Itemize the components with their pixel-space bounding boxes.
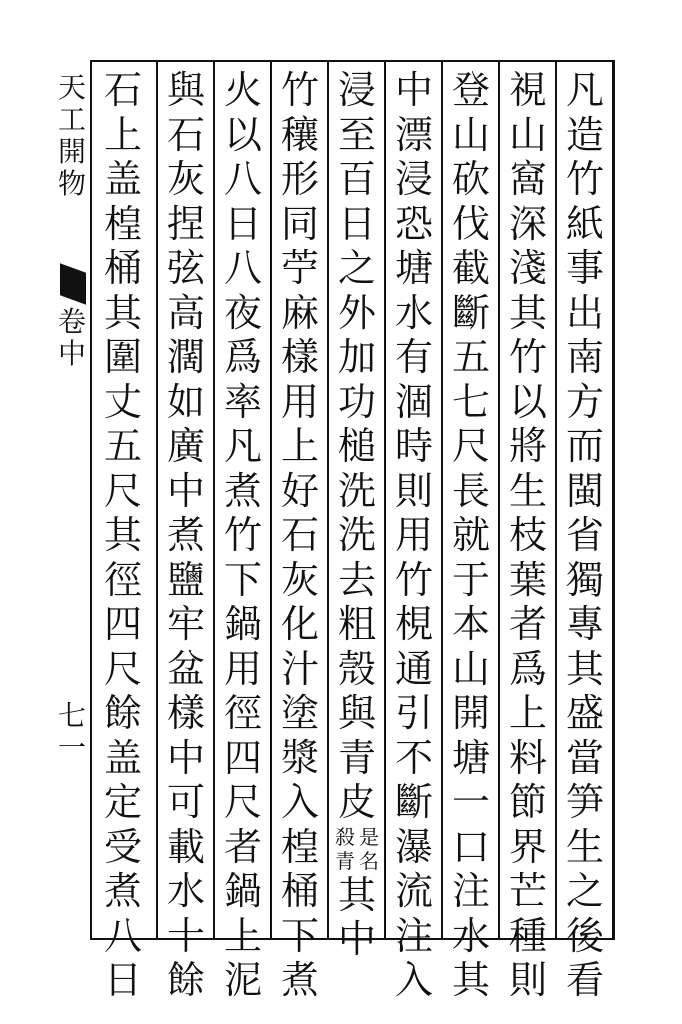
character: 用 (394, 513, 433, 557)
character: 者 (223, 824, 262, 869)
character: 瀑 (394, 824, 433, 869)
character: 化 (280, 602, 319, 646)
character: 獨 (565, 557, 604, 602)
character: 視 (508, 68, 547, 112)
character: 濶 (166, 335, 205, 379)
character: 石 (166, 112, 205, 157)
character: 煮 (280, 958, 319, 1002)
character: 煮 (166, 513, 205, 557)
character: 與 (337, 691, 376, 735)
character: 山 (451, 112, 490, 157)
character: 高 (166, 290, 205, 335)
text-column (500, 68, 556, 1002)
character: 中 (166, 735, 205, 780)
character: 山 (451, 646, 490, 691)
character: 麻 (280, 290, 319, 335)
character: 四 (103, 602, 142, 646)
character: 盆 (166, 646, 205, 691)
character: 五 (103, 424, 142, 468)
character: 種 (508, 913, 547, 958)
character: 穰 (280, 112, 319, 157)
character: 以 (508, 379, 547, 424)
character: 凡 (565, 68, 604, 112)
character: 樣 (280, 335, 319, 379)
character: 泥 (223, 958, 262, 1002)
character: 用 (280, 379, 319, 424)
character: 生 (565, 824, 604, 869)
character: 淺 (508, 246, 547, 290)
character: 節 (508, 780, 547, 824)
character: 上 (280, 424, 319, 468)
character: 餘 (166, 958, 205, 1002)
character: 鍋 (223, 602, 262, 646)
margin-char: 卷 (57, 305, 86, 338)
character: 則 (508, 958, 547, 1002)
character: 桶 (280, 869, 319, 913)
character: 不 (394, 735, 433, 780)
character: 四 (223, 735, 262, 780)
character: 殼 (337, 646, 376, 691)
character: 載 (166, 824, 205, 869)
margin-char: 天 (57, 71, 86, 104)
character: 粗 (337, 602, 376, 646)
character: 盛 (565, 691, 604, 735)
margin-char: 物 (57, 167, 86, 200)
character: 可 (166, 780, 205, 824)
character: 將 (508, 424, 547, 468)
character: 火 (223, 68, 262, 112)
character: 浸 (394, 157, 433, 201)
character: 尺 (223, 780, 262, 824)
character: 竹 (565, 157, 604, 201)
character: 與 (166, 68, 205, 112)
character: 形 (280, 157, 319, 201)
page-number (52, 700, 92, 764)
character: 青 (337, 735, 376, 780)
character: 則 (394, 468, 433, 513)
character: 其 (103, 513, 142, 557)
character: 塗 (280, 691, 319, 735)
note-character: 殺 (335, 824, 355, 849)
character: 引 (394, 691, 433, 735)
character: 閩 (565, 468, 604, 513)
character: 徑 (103, 557, 142, 602)
character: 洗 (337, 513, 376, 557)
character: 生 (508, 468, 547, 513)
character: 八 (103, 913, 142, 958)
character: 下 (280, 913, 319, 958)
character: 之 (337, 246, 376, 290)
character: 斷 (451, 290, 490, 335)
character: 盖 (103, 157, 142, 201)
character: 爲 (508, 646, 547, 691)
margin-char: 開 (57, 135, 86, 168)
note-character: 名 (359, 848, 379, 873)
note-character: 青 (335, 848, 355, 873)
character: 其 (337, 872, 376, 917)
character: 梘 (394, 602, 433, 646)
character: 定 (103, 780, 142, 824)
character: 苧 (280, 246, 319, 290)
character: 登 (451, 68, 490, 112)
character: 丈 (103, 379, 142, 424)
character: 塘 (394, 246, 433, 290)
character: 浸 (337, 68, 376, 112)
character: 竹 (223, 513, 262, 557)
character: 竹 (394, 557, 433, 602)
character: 盖 (103, 735, 142, 780)
character: 用 (223, 646, 262, 691)
character: 紙 (565, 201, 604, 246)
character: 入 (394, 958, 433, 1002)
character: 徑 (223, 691, 262, 735)
character: 以 (223, 112, 262, 157)
character: 水 (394, 290, 433, 335)
character: 鹽 (166, 557, 205, 602)
character: 洗 (337, 468, 376, 513)
character: 槌 (337, 424, 376, 468)
character: 五 (451, 335, 490, 379)
character: 其 (451, 958, 490, 1002)
character: 上 (103, 112, 142, 157)
character: 功 (337, 379, 376, 424)
character: 桶 (103, 246, 142, 290)
character: 看 (565, 958, 604, 1002)
note-column (357, 825, 381, 873)
character: 本 (451, 602, 490, 646)
text-column (95, 68, 151, 1002)
character: 受 (103, 824, 142, 869)
character: 煮 (103, 869, 142, 913)
margin-char: 工 (57, 103, 86, 136)
character: 七 (451, 379, 490, 424)
character: 率 (223, 379, 262, 424)
margin-char: 中 (57, 337, 86, 370)
character: 好 (280, 468, 319, 513)
character: 砍 (451, 157, 490, 201)
character: 開 (451, 691, 490, 735)
character: 有 (394, 335, 433, 379)
character: 凡 (223, 424, 262, 468)
character: 中 (337, 917, 376, 961)
character: 去 (337, 557, 376, 602)
character: 時 (394, 424, 433, 468)
character: 恐 (394, 201, 433, 246)
character: 水 (166, 869, 205, 913)
character: 尺 (103, 468, 142, 513)
character: 楻 (103, 201, 142, 246)
character: 出 (565, 290, 604, 335)
character: 界 (508, 824, 547, 869)
character: 其 (565, 646, 604, 691)
character: 伐 (451, 201, 490, 246)
character: 夜 (223, 290, 262, 335)
character: 後 (565, 913, 604, 958)
character: 葉 (508, 557, 547, 602)
character: 外 (337, 290, 376, 335)
character: 灰 (280, 557, 319, 602)
character: 石 (103, 68, 142, 112)
character: 餘 (103, 691, 142, 735)
text-column (158, 68, 214, 1002)
character: 漿 (280, 735, 319, 780)
character: 鍋 (223, 869, 262, 913)
character: 日 (223, 201, 262, 246)
character: 笋 (565, 780, 604, 824)
character: 通 (394, 646, 433, 691)
character: 當 (565, 735, 604, 780)
character: 如 (166, 379, 205, 424)
note-character: 是 (359, 824, 379, 849)
character: 其 (103, 290, 142, 335)
character: 涸 (394, 379, 433, 424)
character: 窩 (508, 157, 547, 201)
interlinear-note (329, 825, 385, 873)
character: 而 (565, 424, 604, 468)
character: 同 (280, 201, 319, 246)
character: 流 (394, 869, 433, 913)
character: 尺 (103, 646, 142, 691)
character: 省 (565, 513, 604, 557)
character: 就 (451, 513, 490, 557)
text-column (215, 68, 271, 1002)
character: 于 (451, 557, 490, 602)
character: 八 (223, 246, 262, 290)
character: 圍 (103, 335, 142, 379)
character: 斷 (394, 780, 433, 824)
character: 尺 (451, 424, 490, 468)
border-top (92, 60, 614, 62)
character: 中 (166, 468, 205, 513)
character: 下 (223, 557, 262, 602)
character: 方 (565, 379, 604, 424)
text-column (272, 68, 328, 1002)
character: 八 (223, 157, 262, 201)
book-title (52, 72, 92, 200)
volume-label (52, 306, 92, 370)
character: 廣 (166, 424, 205, 468)
character: 口 (451, 824, 490, 869)
character: 專 (565, 602, 604, 646)
character: 竹 (508, 335, 547, 379)
character: 一 (451, 780, 490, 824)
fishtail-marker (60, 263, 86, 304)
character: 中 (394, 68, 433, 112)
character: 者 (508, 602, 547, 646)
character: 十 (166, 913, 205, 958)
character: 料 (508, 735, 547, 780)
character: 漂 (394, 112, 433, 157)
character: 日 (337, 201, 376, 246)
character: 上 (508, 691, 547, 735)
character: 枝 (508, 513, 547, 557)
character: 事 (565, 246, 604, 290)
margin-char: 七 (57, 699, 86, 732)
character: 塘 (451, 735, 490, 780)
character: 弦 (166, 246, 205, 290)
character: 捏 (166, 201, 205, 246)
character: 牢 (166, 602, 205, 646)
character: 注 (451, 869, 490, 913)
character: 灰 (166, 157, 205, 201)
character: 入 (280, 780, 319, 824)
character: 百 (337, 157, 376, 201)
character: 造 (565, 112, 604, 157)
text-column (443, 68, 499, 1002)
character: 汁 (280, 646, 319, 691)
character: 樣 (166, 691, 205, 735)
note-column (333, 825, 357, 873)
text-column (386, 68, 442, 1002)
character: 皮 (337, 780, 376, 824)
character: 至 (337, 112, 376, 157)
character: 之 (565, 869, 604, 913)
character: 楻 (280, 824, 319, 869)
character: 注 (394, 913, 433, 958)
character: 南 (565, 335, 604, 379)
text-column (329, 68, 385, 961)
character: 爲 (223, 335, 262, 379)
text-column (557, 68, 613, 1002)
character: 長 (451, 468, 490, 513)
character: 煮 (223, 468, 262, 513)
character: 日 (103, 958, 142, 1002)
character: 深 (508, 201, 547, 246)
character: 加 (337, 335, 376, 379)
character: 水 (451, 913, 490, 958)
character: 芒 (508, 869, 547, 913)
character: 石 (280, 513, 319, 557)
character: 竹 (280, 68, 319, 112)
character: 截 (451, 246, 490, 290)
margin-char: 一 (57, 731, 86, 764)
character: 其 (508, 290, 547, 335)
character: 山 (508, 112, 547, 157)
character: 上 (223, 913, 262, 958)
